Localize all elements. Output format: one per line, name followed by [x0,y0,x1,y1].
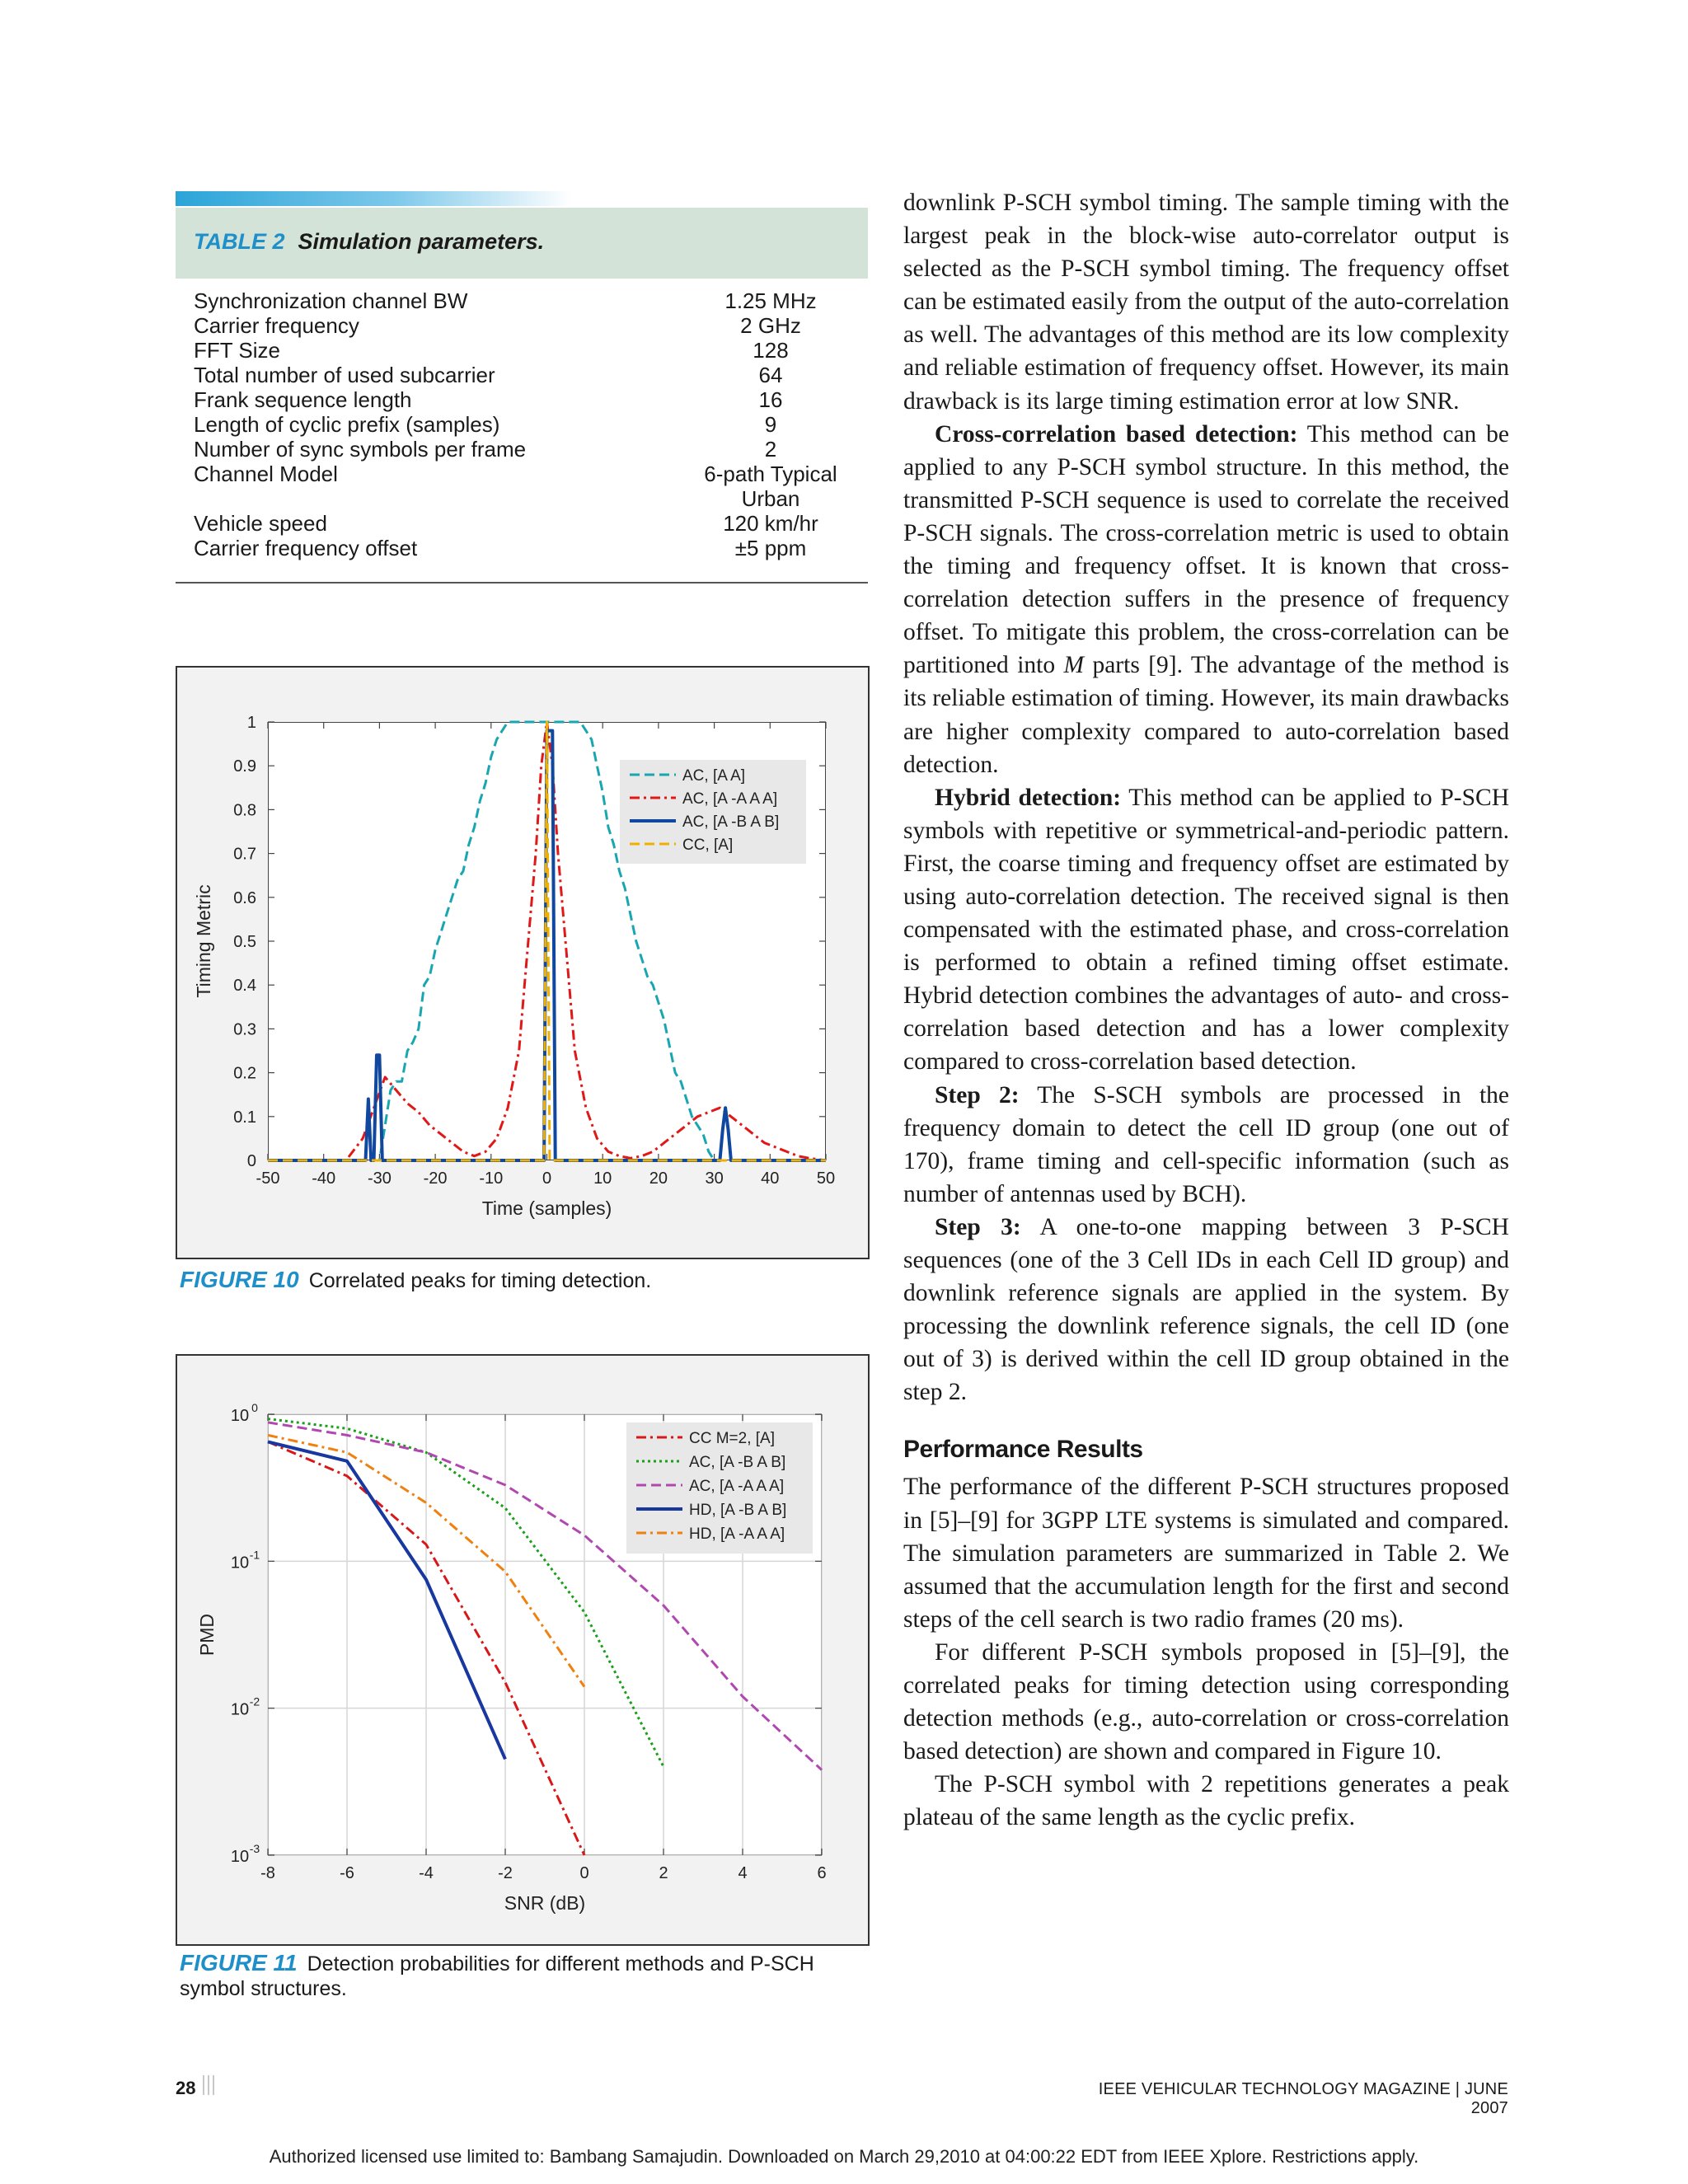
paragraph: The performance of the different P-SCH structures proposed in [5]–[9] for 3GPP LTE systems is simulated and compared. The simulation parameters are summarized in Table 2. We assumed that the accumulation length for the first and second steps of the cell search is two radio frames (20 ms). [903,1474,1509,1633]
x-tick-label: 20 [649,1169,668,1188]
param-name: FFT Size [194,338,280,363]
figure11-label: FIGURE 11 [180,1950,298,1975]
figure10-label: FIGURE 10 [180,1267,299,1292]
figure11-caption [180,1951,864,2001]
param-name: Number of sync symbols per frame [194,437,527,462]
x-tick-label: 0 [542,1169,552,1188]
legend-label: AC, [A -A A A] [689,1478,785,1495]
y-tick-exponent: -1 [249,1548,260,1562]
section-heading: Performance Results [903,1436,1143,1464]
y-tick-label: 0 [246,1152,256,1170]
param-value: 16 [758,387,783,412]
x-tick-label: -20 [423,1169,448,1188]
running-footer: IEEE VEHICULAR TECHNOLOGY MAGAZINE | JUNE 2007 [1098,2080,1508,2117]
paragraph-text: parts [9]. The advantage of the method is its reliable estimation of timing. However, its main drawbacks are higher complexity compared to auto-correlation based detection. [903,652,1510,778]
paragraph [903,1079,1509,1211]
x-tick-label: 0 [579,1864,589,1882]
paragraph [903,781,1509,1079]
param-name: Frank sequence length [194,387,412,412]
legend-label: AC, [A A] [682,767,746,785]
paragraph: downlink P-SCH symbol timing. The sample timing with the largest peak in the block-wise auto-correlator output is selected as the P-SCH symbol timing. The frequency offset can be estimated easily from the output of the auto-correlation as well. The advantages of this method are its low complexity and reliable estimation of frequency offset. However, its main drawback is its large timing estimation error at low SNR. [903,190,1509,415]
y-tick-label: 0.6 [233,888,256,907]
x-tick-label: -6 [340,1864,354,1882]
page-number-bars [203,2075,219,2095]
x-tick-label: 6 [817,1864,827,1882]
legend-label: CC M=2, [A] [689,1430,775,1447]
paragraph: The P-SCH symbol with 2 repetitions generates a peak plateau of the same length as the cyclic prefix. [903,1771,1509,1831]
param-value: 2 GHz [740,313,801,338]
x-tick-label: -30 [367,1169,392,1188]
run-in-heading: Step 2: [935,1081,1020,1108]
paragraph [903,418,1509,781]
body-text-column [903,186,1509,1835]
param-value: 9 [764,412,777,437]
x-tick-label: -10 [479,1169,504,1188]
param-name: Carrier frequency offset [194,536,418,560]
param-value: 2 [764,437,777,462]
y-axis-label: PMD [196,1613,218,1657]
y-tick-label: 10 [230,1848,250,1866]
legend-label: HD, [A -A A A] [689,1526,785,1543]
param-name: Total number of used subcarrier [194,363,495,387]
param-name: Length of cyclic prefix (samples) [194,412,500,437]
math-variable: M [1063,652,1085,679]
param-name: Channel Model [194,462,338,486]
x-tick-label: 40 [761,1169,780,1188]
x-tick-label: 50 [816,1169,836,1188]
x-axis-label: SNR (dB) [504,1892,586,1914]
run-in-heading: Hybrid detection: [935,784,1122,811]
param-value: 120 km/hr [723,511,818,536]
x-tick-label: 30 [705,1169,724,1188]
param-value: 64 [758,363,783,387]
x-tick-label: -8 [260,1864,275,1882]
y-tick-label: 1 [246,714,256,732]
legend-label: AC, [A -A A A] [682,790,778,808]
authorization-notice: Authorized licensed use limited to: Bambang Samajudin. Downloaded on March 29,2010 at 04:00:22 EDT from IEEE Xplore. Restrictions apply. [269,2146,1419,2167]
legend-label: AC, [A -B A B] [682,813,780,831]
y-tick-label: 10 [230,1554,250,1572]
y-tick-label: 0.7 [233,845,256,864]
x-tick-label: -4 [419,1864,434,1882]
y-tick-exponent: -2 [249,1694,260,1708]
y-tick-label: 0.8 [233,801,256,820]
paragraph-text: This method can be applied to P-SCH symbols with repetitive or symmetrical-and-periodic pattern. First, the coarse timing and frequency offset are estimated by using auto-correlation detection. The received signal is then compensated with the estimated phase, and cross-correlation is performed to obtain a refined timing offset estimate. Hybrid detection combines the advantages of auto- and cross-correlation based detection and has a lower complexity compared to cross-correlation based detection. [903,784,1509,1076]
legend-label: AC, [A -B A B] [689,1454,786,1471]
y-tick-label: 10 [230,1700,250,1719]
legend-label: CC, [A] [682,837,734,854]
series-line [268,1419,663,1767]
page-number: 28 [176,2078,196,2098]
figure11-caption-text: Detection probabilities for different methods and P-SCH symbol structures. [180,1952,814,2000]
x-tick-label: -2 [498,1864,513,1882]
y-tick-label: 0.1 [233,1108,256,1127]
y-tick-label: 0.3 [233,1020,256,1039]
param-value: 6-path Typical Urban [704,462,837,511]
y-tick-label: 0.2 [233,1064,256,1083]
y-tick-label: 10 [230,1407,250,1425]
series-line [268,1441,505,1759]
param-value: 128 [753,338,789,363]
legend-label: HD, [A -B A B] [689,1502,787,1519]
paragraph-text: A one-to-one mapping between 3 P-SCH sequences (one of the 3 Cell IDs in each Cell ID group) and downlink reference signals are applied in the system. By processing the downlink reference signals, the cell ID (one out of 3) is derived within the cell ID group obtained in the step 2. [903,1213,1509,1406]
y-tick-exponent: 0 [251,1401,258,1414]
y-tick-label: 0.5 [233,933,256,951]
y-tick-exponent: -3 [249,1842,260,1855]
param-value: 1.25 MHz [724,288,817,313]
table-label: TABLE 2 [194,229,285,254]
table-title-text: Simulation parameters. [298,229,545,254]
x-tick-label: 2 [659,1864,668,1882]
run-in-heading: Step 3: [935,1213,1021,1240]
x-axis-label: Time (samples) [481,1197,612,1219]
x-tick-label: 10 [593,1169,612,1188]
y-tick-label: 0.4 [233,977,256,996]
param-name: Synchronization channel BW [194,288,468,313]
paragraph: For different P-SCH symbols proposed in [5]–[9], the correlated peaks for timing detection using corresponding detection methods (e.g., auto-correlation or cross-correlation based detection) are shown and compared in Figure 10. [903,1638,1509,1765]
param-name: Vehicle speed [194,511,327,536]
x-tick-label: -40 [312,1169,336,1188]
param-name: Carrier frequency [194,313,359,338]
y-tick-label: 0.9 [233,757,256,776]
x-tick-label: -50 [256,1169,280,1188]
paragraph [903,1211,1509,1409]
run-in-heading: Cross-correlation based detection: [935,420,1298,448]
paragraph-text: The S-SCH symbols are processed in the frequency domain to detect the cell ID group (one out of 170), frame timing and cell-specific information (such as number of antennas used by BCH). [903,1081,1509,1207]
figure10-caption-text: Correlated peaks for timing detection. [308,1269,652,1292]
param-value: ±5 ppm [734,536,807,560]
y-axis-label: Timing Metric [193,884,214,998]
x-tick-label: 4 [738,1864,748,1882]
paragraph-text: This method can be applied to any P-SCH symbol structure. In this method, the transmitted P-SCH sequence is used to correlate the received P-SCH signals. The cross-correlation metric is used to obtain the timing and frequency offset. It is known that cross-correlation detection suffers in the presence of frequency offset. To mitigate this problem, the cross-correlation can be partitioned into [903,420,1509,679]
